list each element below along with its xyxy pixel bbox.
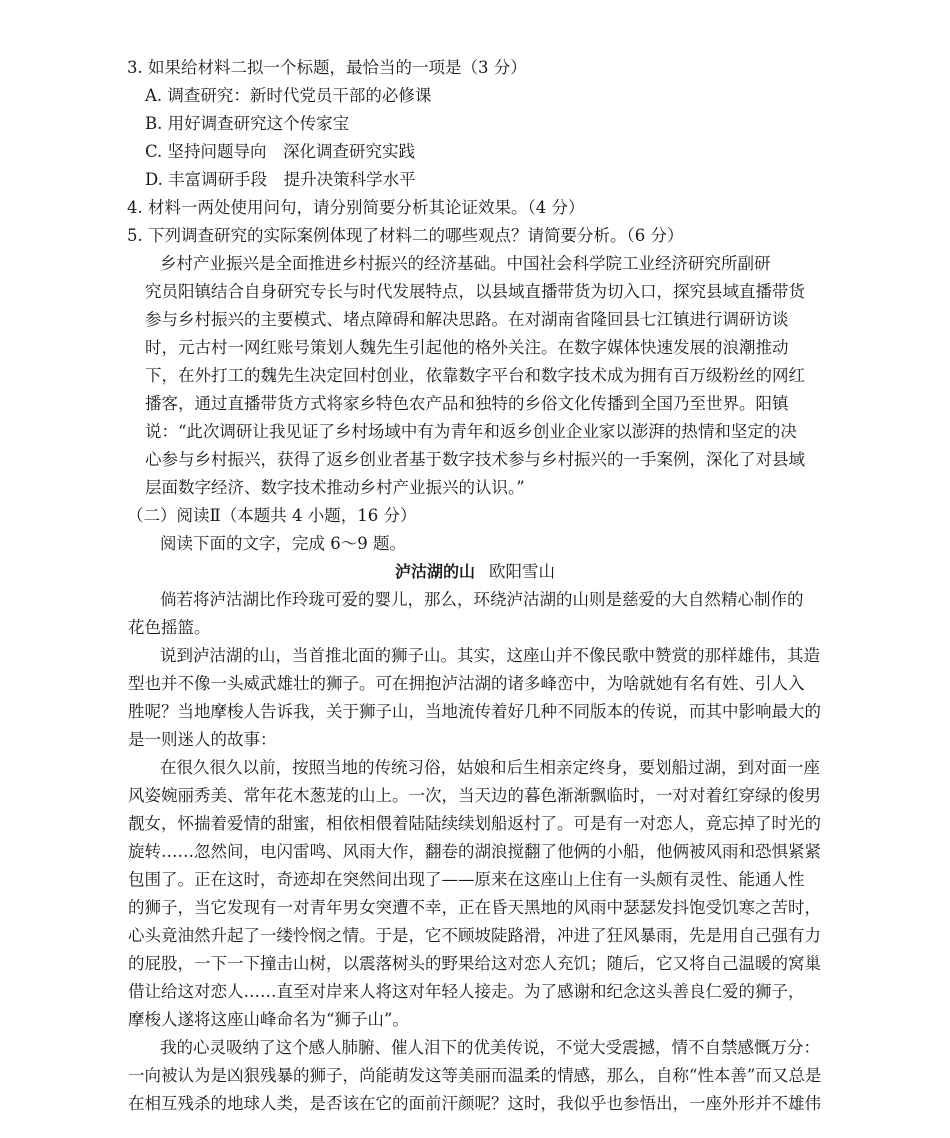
article-line: 摩梭人遂将这座山峰命名为“狮子山”。 bbox=[128, 1010, 409, 1029]
question-4: 4. 材料一两处使用问句，请分别简要分析其论证效果。（4 分） bbox=[127, 198, 585, 217]
article-line: 靓女，怀揣着爱情的甜蜜，相依相偎着陆陆续续划船返村了。可是有一对恋人，竟忘掉了时光的 bbox=[128, 814, 821, 833]
article-line: 风姿婉丽秀美、常年花木葱茏的山上。一次，当天边的暮色渐渐飘临时，一对对着红穿绿的俊男 bbox=[128, 786, 821, 805]
question-3-stem: 3. 如果给材料二拟一个标题，最恰当的一项是（3 分） bbox=[127, 58, 527, 77]
case-line: 播客，通过直播带货方式将家乡特色农产品和独特的乡俗文化传播到全国乃至世界。阳镇 bbox=[145, 394, 789, 413]
case-line: 说：“此次调研让我见证了乡村场域中有为青年和返乡创业企业家以澎湃的热情和坚定的决 bbox=[145, 422, 797, 441]
article-author: 欧阳雪山 bbox=[489, 562, 555, 581]
article-title: 泸沽湖的山 bbox=[394, 562, 475, 581]
article-line: 心头竟油然升起了一缕怜悯之情。于是，它不顾坡陡路滑，冲进了狂风暴雨，先是用自己强有力 bbox=[128, 926, 821, 945]
section-2-instruction: 阅读下面的文字，完成 6～9 题。 bbox=[160, 534, 406, 553]
article-line: 倘若将泸沽湖比作玲珑可爱的婴儿，那么，环绕泸沽湖的山则是慈爱的大自然精心制作的 bbox=[160, 590, 804, 609]
question-3-option-c: C. 坚持问题导向 深化调查研究实践 bbox=[145, 142, 416, 161]
article-line: 型也并不像一头威武雄壮的狮子。可在拥抱泸沽湖的诸多峰峦中，为啥就她有名有姓、引人入 bbox=[128, 674, 805, 693]
article-line: 包围了。正在这时，奇迹却在突然间出现了——原来在这座山上住有一头颇有灵性、能通人性 bbox=[128, 870, 805, 889]
article-line: 我的心灵吸纳了这个感人肺腑、催人泪下的优美传说，不觉大受震撼，情不自禁感慨万分： bbox=[160, 1038, 820, 1057]
section-2-header: （二）阅读Ⅱ（本题共 4 小题，16 分） bbox=[127, 506, 417, 525]
question-3-option-b: B. 用好调查研究这个传家宝 bbox=[145, 114, 350, 133]
article-line: 在相互残杀的地球人类，是否该在它的面前汗颜呢？这时，我似乎也参悟出，一座外形并不雄伟 bbox=[128, 1094, 821, 1113]
article-line: 是一则迷人的故事： bbox=[128, 730, 277, 749]
question-5: 5. 下列调查研究的实际案例体现了材料二的哪些观点？请简要分析。（6 分） bbox=[127, 226, 684, 245]
case-line: 究员阳镇结合自身研究专长与时代发展特点，以县域直播带货为切入口，探究县域直播带货 bbox=[145, 282, 805, 301]
question-3-option-d: D. 丰富调研手段 提升决策科学水平 bbox=[145, 170, 416, 189]
article-heading bbox=[0, 561, 950, 583]
article-line: 借让给这对恋人……直至对岸来人将这对年轻人接走。为了感谢和纪念这头善良仁爱的狮子， bbox=[128, 982, 805, 1001]
case-line: 参与乡村振兴的主要模式、堵点障碍和解决思路。在对湖南省隆回县七江镇进行调研访谈 bbox=[145, 310, 789, 329]
question-3-option-a: A. 调查研究：新时代党员干部的必修课 bbox=[145, 86, 432, 105]
case-line: 心参与乡村振兴，获得了返乡创业者基于数字技术参与乡村振兴的一手案例，深化了对县域 bbox=[145, 450, 805, 469]
case-line: 乡村产业振兴是全面推进乡村振兴的经济基础。中国社会科学院工业经济研究所副研 bbox=[160, 254, 771, 273]
article-line: 花色摇篮。 bbox=[128, 618, 211, 637]
article-line: 的狮子，当它发现有一对青年男女突遭不幸，正在昏天黑地的风雨中瑟瑟发抖饱受饥寒之苦时， bbox=[128, 898, 821, 917]
case-line: 层面数字经济、数字技术推动乡村产业振兴的认识。” bbox=[145, 478, 525, 497]
article-line: 的屁股，一下一下撞击山树，以震落树头的野果给这对恋人充饥；随后，它又将自己温暖的窝巢 bbox=[128, 954, 821, 973]
article-line: 一向被认为是凶狠残暴的狮子，尚能萌发这等美丽而温柔的情感，那么，自称“性本善”而又总是 bbox=[128, 1066, 822, 1085]
article-line: 在很久很久以前，按照当地的传统习俗，姑娘和后生相亲定终身，要划船过湖，到对面一座 bbox=[160, 758, 820, 777]
article-line: 说到泸沽湖的山，当首推北面的狮子山。其实，这座山并不像民歌中赞赏的那样雄伟，其造 bbox=[160, 646, 820, 665]
article-line: 旋转……忽然间，电闪雷鸣、风雨大作，翻卷的湖浪搅翻了他俩的小船，他俩被风雨和恐惧紧紧 bbox=[128, 842, 821, 861]
case-line: 下，在外打工的魏先生决定回村创业，依靠数字平台和数字技术成为拥有百万级粉丝的网红 bbox=[145, 366, 805, 385]
article-line: 胜呢？当地摩梭人告诉我，关于狮子山，当地流传着好几种不同版本的传说，而其中影响最大的 bbox=[128, 702, 821, 721]
case-line: 时，元古村一网红账号策划人魏先生引起他的格外关注。在数字媒体快速发展的浪潮推动 bbox=[145, 338, 789, 357]
